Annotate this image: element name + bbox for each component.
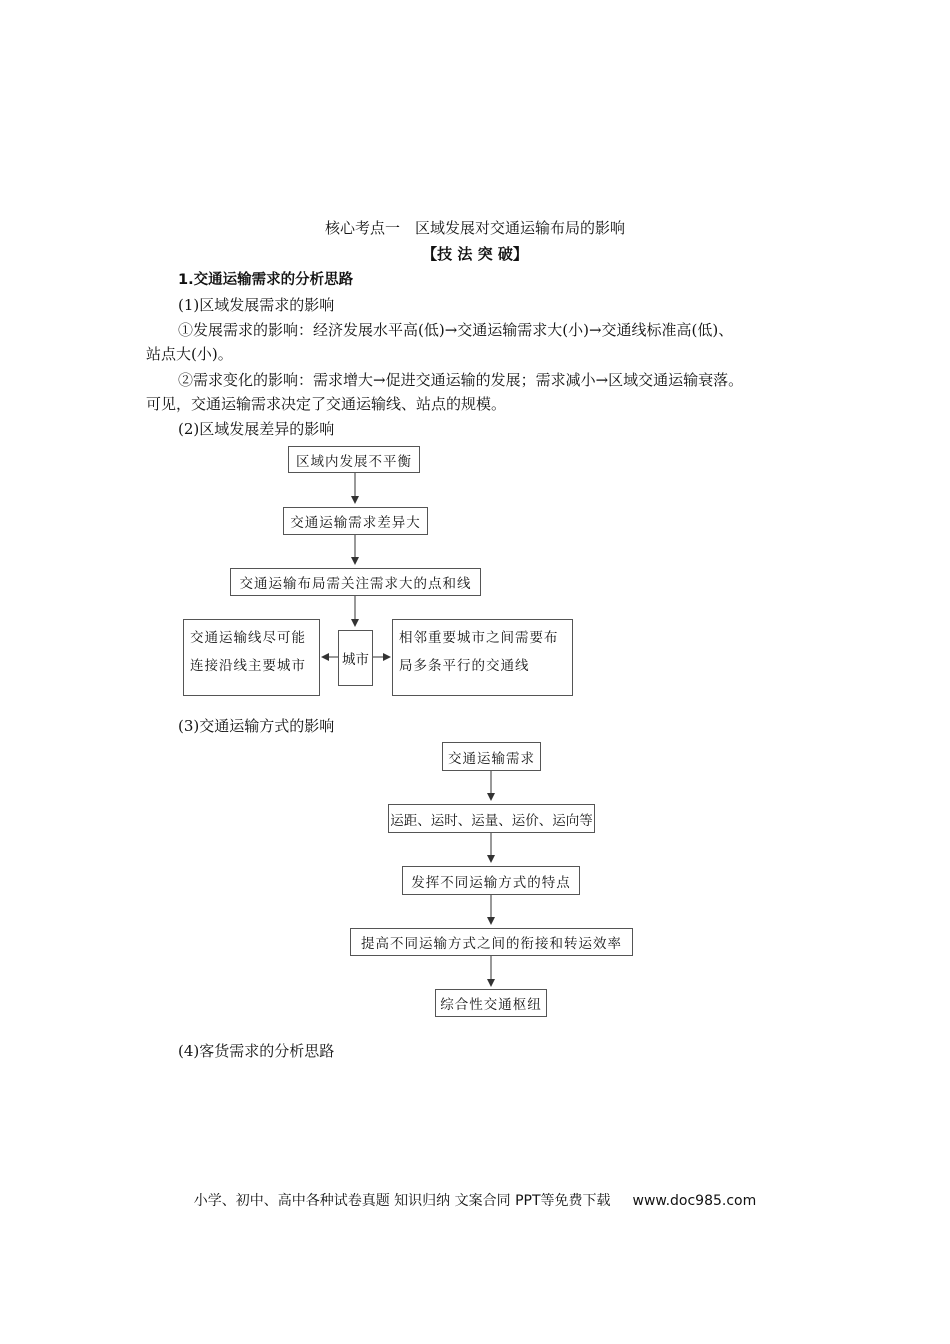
flow2-box-hub: 综合性交通枢纽	[435, 989, 547, 1017]
flow1-box-uneven: 区域内发展不平衡	[288, 446, 420, 473]
section-subtitle: 【技 法 突 破】	[422, 245, 528, 263]
flow1-box-left: 交通运输线尽可能连接沿线主要城市	[183, 619, 320, 696]
paragraph-1-line-2: 站点大(小)。	[146, 345, 233, 363]
subheading-1: (1)区域发展需求的影响	[178, 296, 335, 314]
footer-text: 小学、初中、高中各种试卷真题 知识归纳 文案合同 PPT等免费下载	[193, 1193, 611, 1209]
paragraph-2-line-2: 可见，交通运输需求决定了交通运输线、站点的规模。	[146, 395, 507, 413]
flow2-box-features: 发挥不同运输方式的特点	[402, 866, 580, 895]
subheading-2: (2)区域发展差异的影响	[178, 420, 335, 438]
flow1-box-layout: 交通运输布局需关注需求大的点和线	[230, 568, 481, 596]
flow2-box-factors: 运距、运时、运量、运价、运向等	[388, 804, 595, 833]
flow1-box-city: 城市	[338, 630, 373, 686]
page-footer	[0, 1191, 950, 1211]
subheading-4: (4)客货需求的分析思路	[178, 1042, 335, 1060]
flow2-box-demand: 交通运输需求	[442, 742, 541, 771]
section-title: 核心考点一 区域发展对交通运输布局的影响	[324, 219, 625, 237]
paragraph-1-line-1: ①发展需求的影响：经济发展水平高(低)→交通运输需求大(小)→交通线标准高(低)、	[178, 321, 734, 339]
paragraph-2-line-1: ②需求变化的影响：需求增大→促进交通运输的发展；需求减小→区域交通运输衰落。	[178, 371, 744, 389]
subheading-3: (3)交通运输方式的影响	[178, 717, 335, 735]
flow1-box-right: 相邻重要城市之间需要布局多条平行的交通线	[392, 619, 573, 696]
footer-url[interactable]: www.doc985.com	[632, 1193, 757, 1209]
heading-1: 1.交通运输需求的分析思路	[178, 272, 354, 288]
flow1-box-demand-diff: 交通运输需求差异大	[283, 507, 428, 535]
flow2-box-efficiency: 提高不同运输方式之间的衔接和转运效率	[350, 928, 633, 956]
